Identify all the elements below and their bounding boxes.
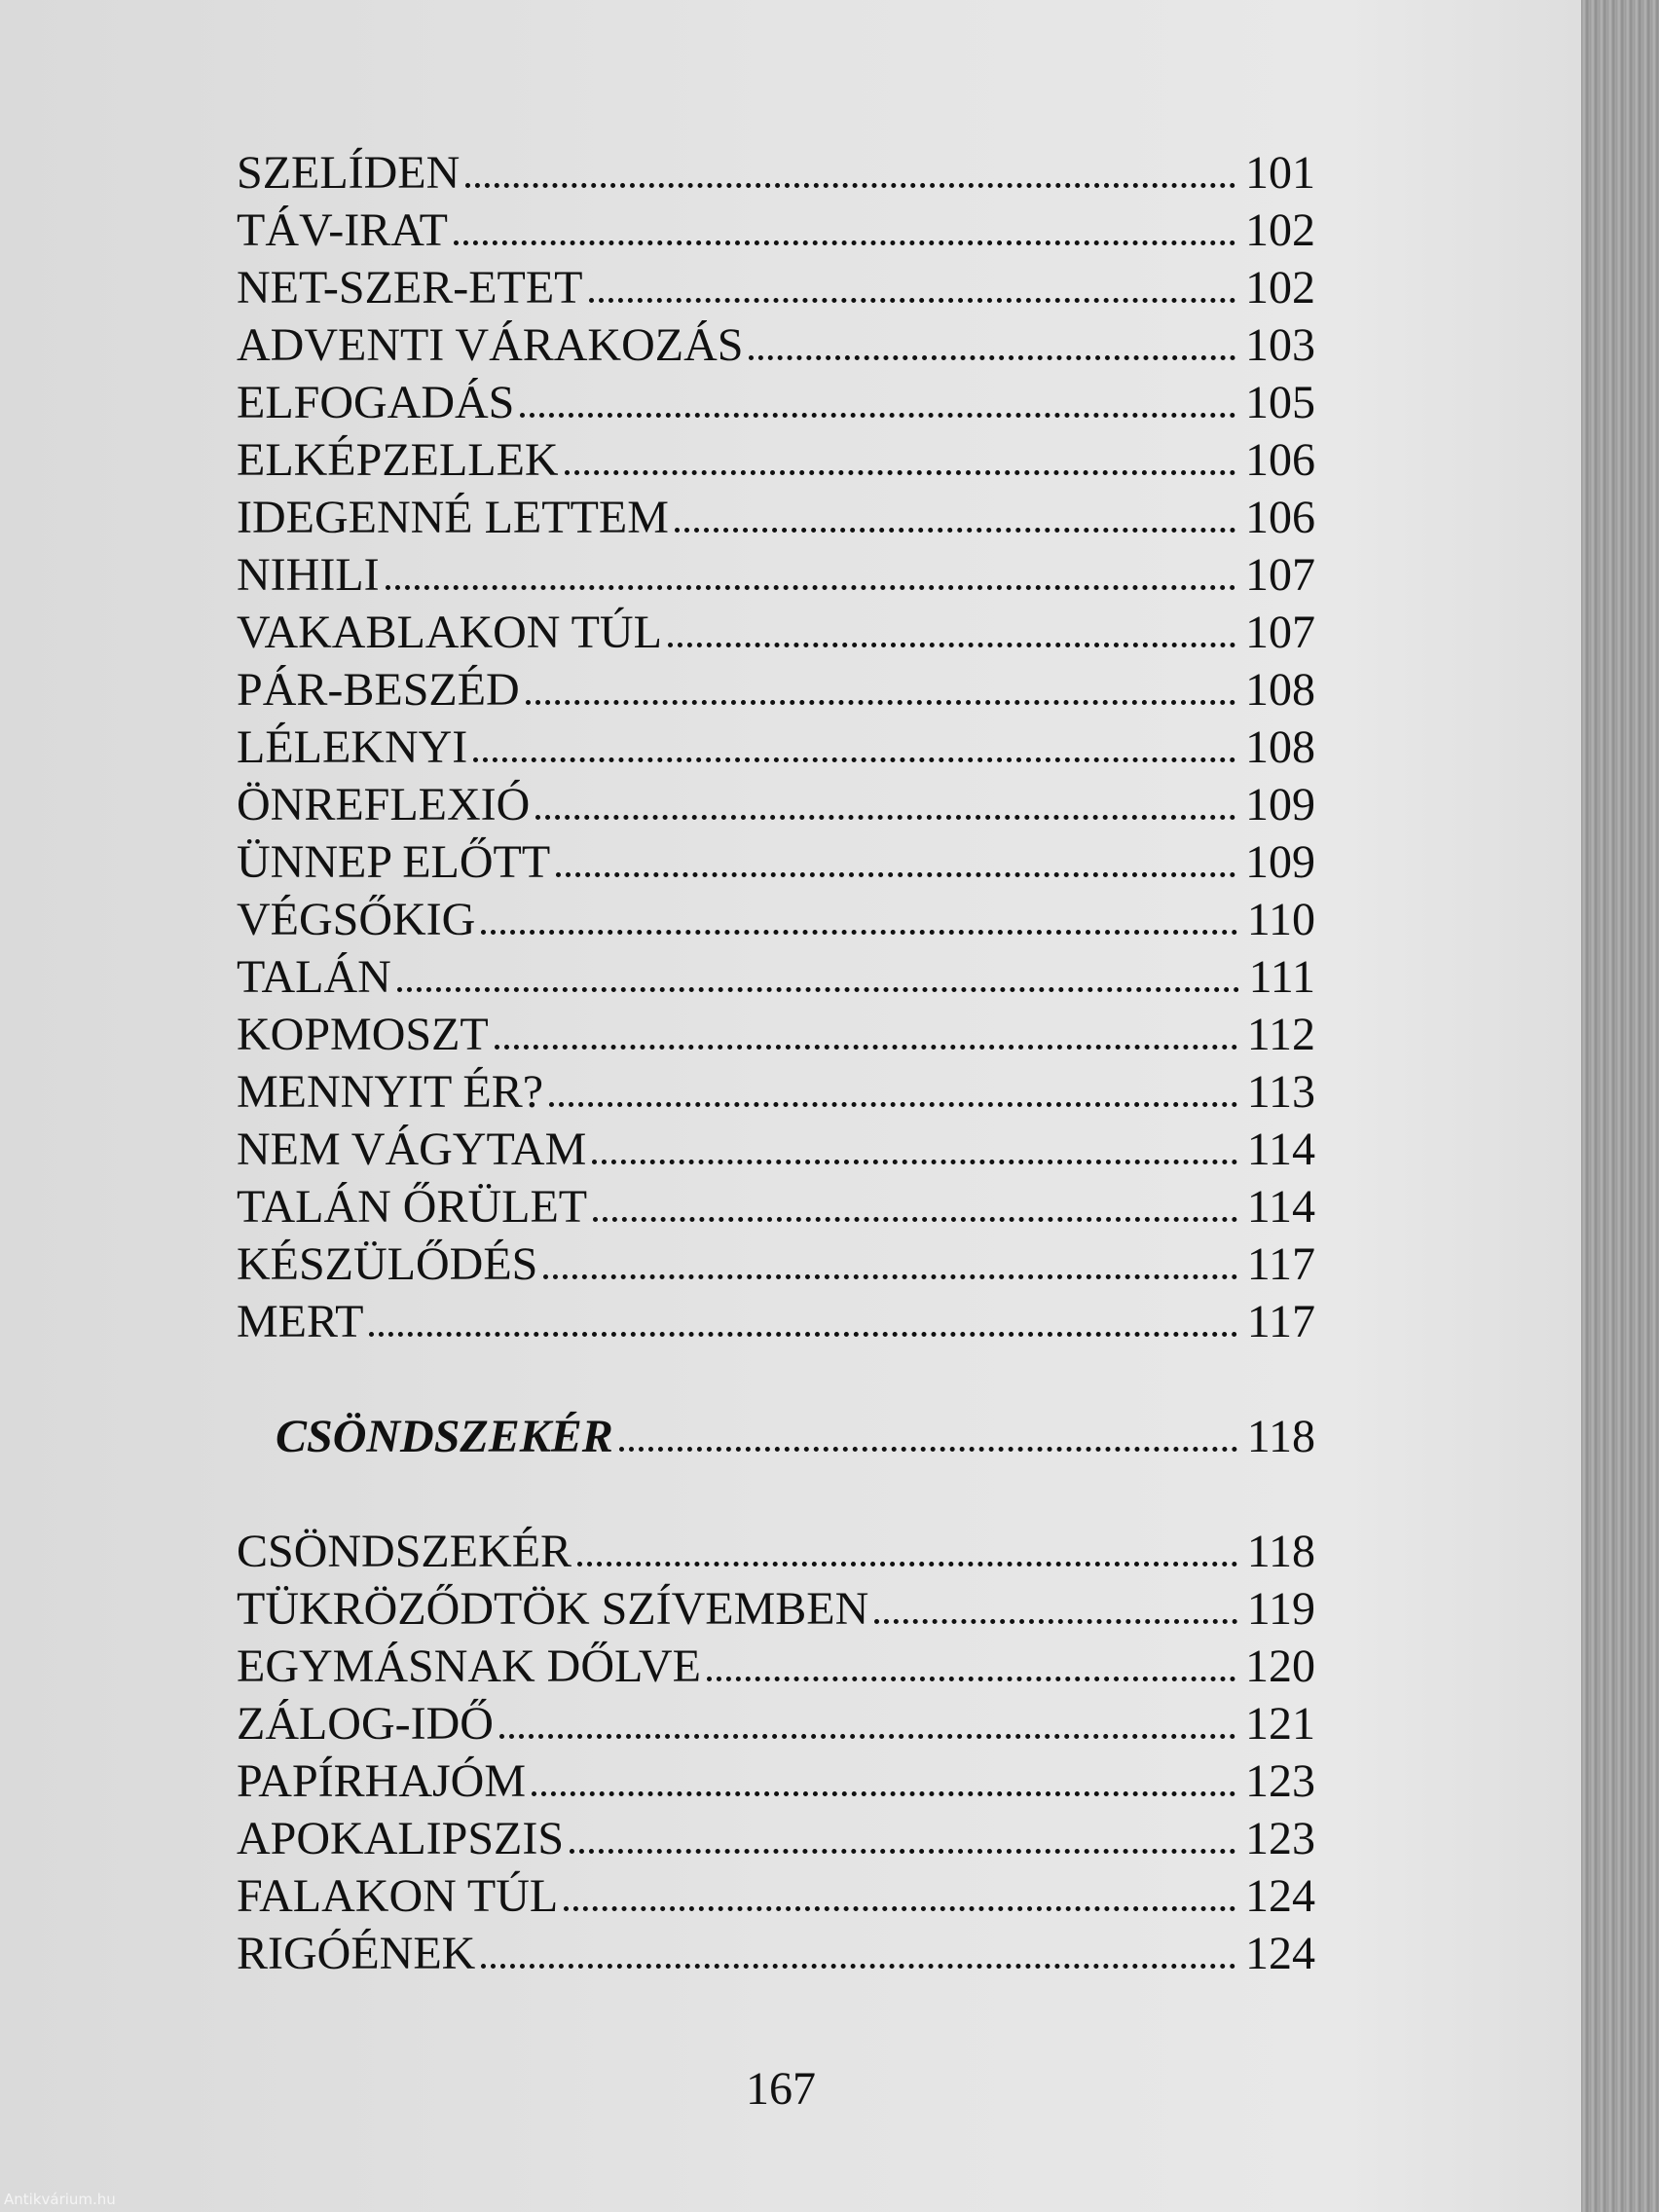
entry-title: NEM VÁGYTAM	[237, 1124, 587, 1175]
book-page-edges	[1581, 0, 1659, 2212]
entry-title: PÁR-BESZÉD	[237, 664, 520, 716]
entry-page-number: 114	[1246, 1124, 1315, 1175]
toc-entry	[237, 833, 1315, 891]
entry-title: RIGÓÉNEK	[237, 1928, 476, 1979]
dot-leader	[543, 1271, 1236, 1279]
entry-title: VAKABLAKON TÚL	[237, 607, 662, 658]
dot-leader	[481, 926, 1236, 935]
entry-page-number: 107	[1245, 607, 1315, 658]
toc-entry	[237, 1580, 1315, 1638]
section-page: 118	[1246, 1411, 1315, 1462]
toc-entry	[237, 431, 1315, 489]
dot-leader	[570, 1845, 1235, 1854]
entry-title: VÉGSŐKIG	[237, 894, 476, 945]
entry-title: NET-SZER-ETET	[237, 262, 583, 313]
table-of-contents	[237, 144, 1315, 1982]
toc-entry	[237, 1293, 1315, 1350]
entry-title: ZÁLOG-IDŐ	[237, 1698, 494, 1750]
entry-title: NIHILI	[237, 549, 380, 601]
entry-page-number: 106	[1245, 492, 1315, 543]
dot-leader	[473, 754, 1235, 762]
watermark: Antikvárium.hu	[4, 2191, 116, 2208]
dot-leader	[369, 1328, 1236, 1337]
dot-leader	[564, 1902, 1235, 1911]
toc-group-2	[237, 1523, 1315, 1982]
toc-entry	[237, 374, 1315, 431]
dot-leader	[481, 1960, 1235, 1969]
dot-leader	[556, 868, 1235, 877]
entry-page-number: 124	[1245, 1928, 1315, 1979]
dot-leader	[549, 1098, 1237, 1107]
entry-page-number: 119	[1246, 1583, 1315, 1635]
entry-title: PAPÍRHAJÓM	[237, 1755, 526, 1807]
entry-page-number: 112	[1246, 1009, 1315, 1060]
dot-leader	[520, 409, 1235, 418]
entry-title: APOKALIPSZIS	[237, 1813, 565, 1864]
entry-page-number: 106	[1245, 434, 1315, 486]
toc-entry	[237, 776, 1315, 833]
entry-page-number: 113	[1246, 1066, 1315, 1118]
entry-title: ADVENTI VÁRAKOZÁS	[237, 319, 744, 371]
dot-leader	[589, 294, 1236, 303]
entry-page-number: 118	[1246, 1526, 1315, 1577]
entry-title: KOPMOSZT	[237, 1009, 489, 1060]
dot-leader	[499, 1730, 1235, 1739]
entry-title: SZELÍDEN	[237, 147, 461, 199]
dot-leader	[668, 639, 1235, 647]
toc-group-1	[237, 144, 1315, 1350]
entry-page-number: 108	[1245, 721, 1315, 773]
entry-page-number: 105	[1245, 377, 1315, 428]
entry-page-number: 102	[1245, 204, 1315, 256]
dot-leader	[526, 696, 1235, 705]
entry-page-number: 111	[1248, 951, 1315, 1003]
entry-title: TALÁN ŐRÜLET	[237, 1181, 588, 1233]
toc-entry	[237, 489, 1315, 546]
toc-entry	[237, 259, 1315, 316]
dot-leader	[593, 1213, 1237, 1222]
toc-entry	[237, 1235, 1315, 1293]
toc-entry	[237, 1063, 1315, 1121]
dot-leader	[465, 179, 1235, 188]
entry-title: CSÖNDSZEKÉR	[237, 1526, 572, 1577]
entry-title: ELKÉPZELLEK	[237, 434, 559, 486]
entry-title: KÉSZÜLŐDÉS	[237, 1238, 538, 1290]
section-title: CSÖNDSZEKÉR	[276, 1411, 613, 1462]
toc-entry	[237, 1867, 1315, 1925]
dot-leader	[535, 811, 1235, 820]
dot-leader	[577, 1558, 1237, 1567]
entry-title: MERT	[237, 1296, 364, 1347]
toc-entry	[237, 948, 1315, 1006]
entry-page-number: 114	[1246, 1181, 1315, 1233]
entry-title: ELFOGADÁS	[237, 377, 515, 428]
toc-entry	[237, 661, 1315, 719]
toc-entry	[237, 604, 1315, 661]
entry-page-number: 117	[1246, 1296, 1315, 1347]
entry-page-number: 124	[1245, 1870, 1315, 1922]
entry-page-number: 108	[1245, 664, 1315, 716]
dot-leader	[397, 983, 1239, 992]
toc-entry	[237, 1523, 1315, 1580]
entry-page-number: 123	[1245, 1755, 1315, 1807]
entry-title: LÉLEKNYI	[237, 721, 468, 773]
toc-entry	[237, 1695, 1315, 1752]
toc-entry	[237, 316, 1315, 374]
toc-entry	[237, 1178, 1315, 1235]
entry-title: TÜKRÖZŐDTÖK SZÍVEMBEN	[237, 1583, 869, 1635]
dot-leader	[749, 351, 1235, 360]
entry-page-number: 101	[1245, 147, 1315, 199]
toc-entry	[237, 202, 1315, 259]
dot-leader	[454, 237, 1235, 245]
toc-entry	[237, 719, 1315, 776]
entry-page-number: 123	[1245, 1813, 1315, 1864]
entry-title: IDEGENNÉ LETTEM	[237, 492, 669, 543]
entry-page-number: 109	[1245, 779, 1315, 830]
dot-leader	[592, 1156, 1237, 1164]
toc-entry	[237, 546, 1315, 604]
dot-leader	[386, 581, 1235, 590]
entry-title: FALAKON TÚL	[237, 1870, 559, 1922]
toc-entry	[237, 1925, 1315, 1982]
toc-section-heading	[237, 1408, 1315, 1465]
entry-page-number: 107	[1245, 549, 1315, 601]
toc-entry	[237, 891, 1315, 948]
entry-page-number: 121	[1245, 1698, 1315, 1750]
page-number: 167	[746, 2063, 816, 2115]
dot-leader	[874, 1615, 1236, 1624]
entry-title: ÜNNEP ELŐTT	[237, 836, 551, 888]
entry-title: EGYMÁSNAK DŐLVE	[237, 1641, 701, 1692]
toc-entry	[237, 1810, 1315, 1867]
dot-leader	[565, 466, 1235, 475]
entry-page-number: 102	[1245, 262, 1315, 313]
dot-leader	[532, 1788, 1235, 1796]
toc-entry	[237, 1006, 1315, 1063]
entry-page-number: 110	[1246, 894, 1315, 945]
dot-leader	[619, 1443, 1237, 1452]
toc-entry	[237, 144, 1315, 202]
entry-page-number: 103	[1245, 319, 1315, 371]
entry-title: TÁV-IRAT	[237, 204, 448, 256]
entry-page-number: 117	[1246, 1238, 1315, 1290]
dot-leader	[675, 524, 1235, 533]
entry-page-number: 109	[1245, 836, 1315, 888]
dot-leader	[495, 1041, 1237, 1050]
entry-page-number: 120	[1245, 1641, 1315, 1692]
dot-leader	[707, 1673, 1235, 1681]
toc-entry	[237, 1638, 1315, 1695]
toc-entry	[237, 1752, 1315, 1810]
toc-entry	[237, 1121, 1315, 1178]
entry-title: ÖNREFLEXIÓ	[237, 779, 531, 830]
entry-title: TALÁN	[237, 951, 391, 1003]
entry-title: MENNYIT ÉR?	[237, 1066, 544, 1118]
